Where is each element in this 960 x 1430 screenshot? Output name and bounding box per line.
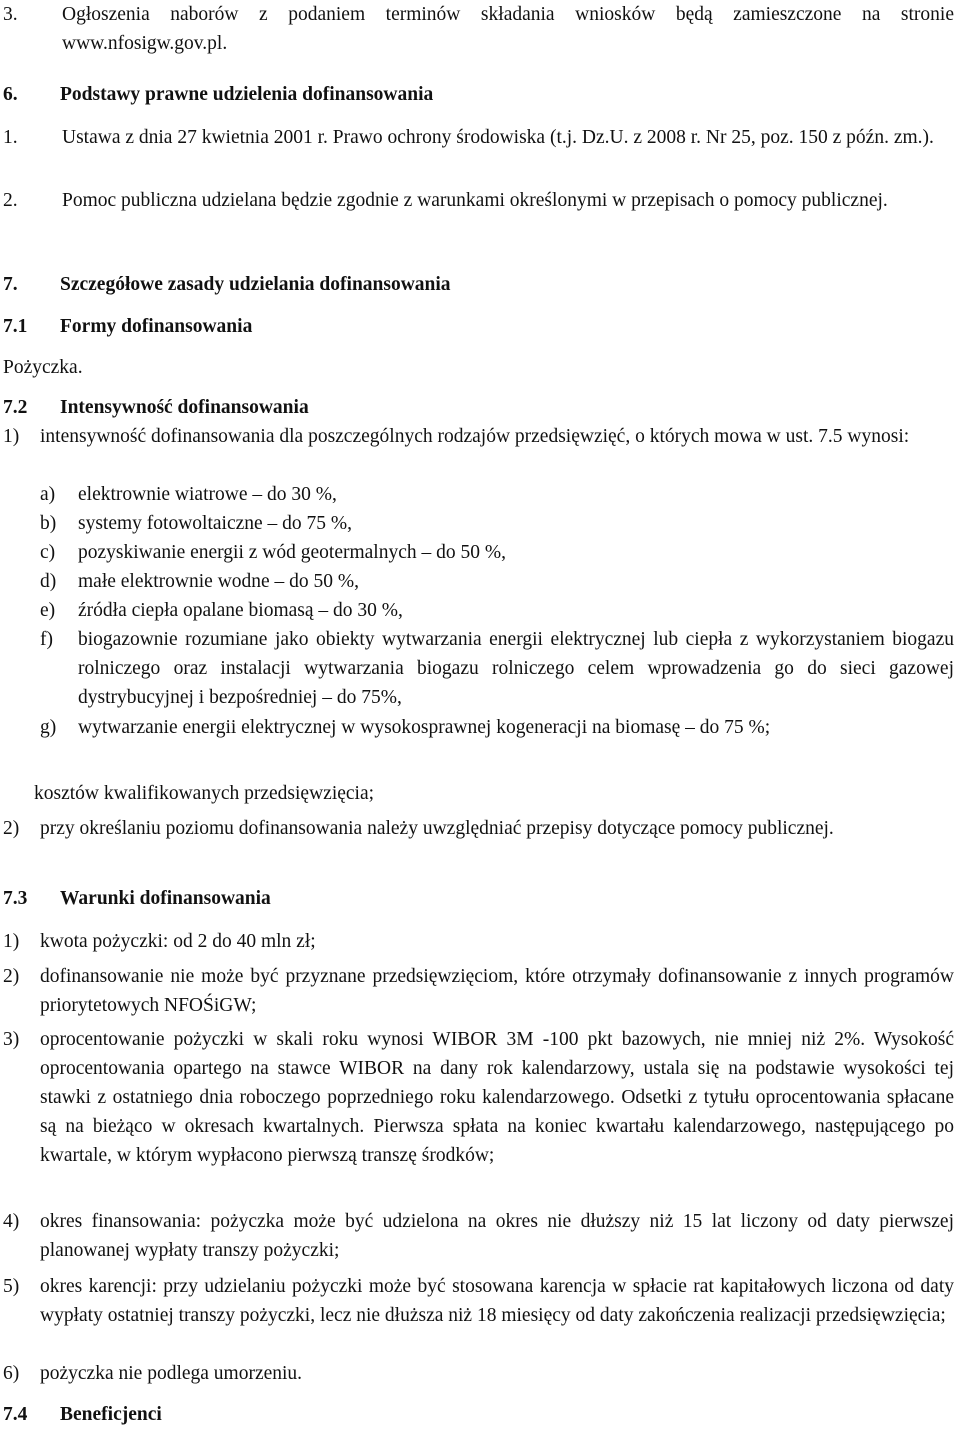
sub-item-text: wytwarzanie energii elektrycznej w wysokosprawnej kogeneracji na biomasę – do 75 %; [78,717,771,738]
sub-item-text: systemy fotowoltaiczne – do 75 %, [78,513,353,534]
list-item-2 [0,186,960,216]
sub-item-text: pozyskiwanie energii z wód geotermalnych – do 50 %, [78,542,506,563]
item-text: oprocentowanie pożyczki w skali roku wynosi WIBOR 3M -100 pkt bazowych, nie mniej niż 2%. Wysokość oprocentowania opartego na stawce WIBOR na dany rok kalendarzowy, ustala się na podstawie wysokości tej stawki z ostatniego dnia roboczego poprzedniego roku kalendarzowego. Odsetki z tytułu oprocentowania spłacane są na bieżąco w okresach kwartalnych. Pierwsza spłata na koniec kwartału kalendarzowego, następującego po kwartale, w którym wypłacono pierwszą transzę środków; [40,1029,954,1166]
item-number: 2) [3,966,20,987]
intensity-item-1 [0,422,960,452]
item-text: pożyczka nie podlega umorzeniu. [40,1363,303,1384]
item-text: dofinansowanie nie może być przyznane przedsięwzięciom, które otrzymały dofinansowanie z innych programów priorytetowych NFOŚiGW; [40,966,954,1016]
section-heading-7-2 [0,393,960,423]
section-title: Szczegółowe zasady udzielania dofinansowania [60,274,451,295]
condition-item-4 [0,1207,960,1261]
item-text: kwota pożyczki: od 2 do 40 mln zł; [40,931,316,952]
item-number: 1) [3,931,20,952]
item-number: 2. [3,190,18,211]
item-text: Ustawa z dnia 27 kwietnia 2001 r. Prawo ochrony środowiska (t.j. Dz.U. z 2008 r. Nr 25, poz. 150 z późn. zm.). [62,127,934,148]
sub-item-c [0,538,960,568]
sub-item-letter: b) [40,513,57,534]
sub-item-letter: d) [40,571,57,592]
list-item-1 [0,123,960,153]
section-heading-7-1 [0,312,960,342]
section-title: Podstawy prawne udzielenia dofinansowania [60,84,434,105]
item-number: 1. [3,127,18,148]
condition-item-1 [0,927,960,957]
section-number: 6. [3,84,18,105]
sub-item-b [0,509,960,539]
sub-item-letter: a) [40,484,56,505]
item-number: 3) [3,1029,20,1050]
sub-item-g [0,713,960,743]
section-title: Intensywność dofinansowania [60,397,309,418]
section-title: Formy dofinansowania [60,316,253,337]
section-heading-7-4 [0,1400,960,1430]
sub-item-letter: g) [40,717,57,738]
item-number: 6) [3,1363,20,1384]
sub-item-text: biogazownie rozumiane jako obiekty wytwarzania energii elektrycznej lub ciepła z wykorzystaniem biogazu rolniczego oraz instalacji wytwarzania biogazu rolniczego celem wprowadzenia go do sieci gazowej dystrybucyjnej i bezpośredniej – do 75%, [78,629,954,708]
section-heading-6 [0,80,960,110]
loan-form-text: Pożyczka. [3,357,83,378]
sub-item-text: elektrownie wiatrowe – do 30 %, [78,484,337,505]
section-heading-7 [0,270,960,300]
sub-item-text: źródła ciepła opalane biomasą – do 30 %, [78,600,403,621]
item-number: 5) [3,1276,20,1297]
sub-item-d [0,567,960,597]
item-text: Ogłoszenia naborów z podaniem terminów składania wniosków będą zamieszczone na stronie www.nfosigw.gov.pl. [62,4,954,54]
item-number: 1) [3,426,20,447]
section-number: 7.1 [3,316,28,337]
sub-item-e [0,596,960,626]
sub-item-letter: e) [40,600,56,621]
section-number: 7.4 [3,1404,28,1425]
eligible-costs-text: kosztów kwalifikowanych przedsięwzięcia; [34,783,375,804]
item-text: przy określaniu poziomu dofinansowania należy uwzględniać przepisy dotyczące pomocy publicznej. [40,818,834,839]
intensity-item-2 [0,814,960,844]
list-item-3 [0,0,960,54]
sub-item-letter: c) [40,542,56,563]
section-heading-7-3 [0,884,960,914]
condition-item-6 [0,1359,960,1389]
item-number: 3. [3,4,18,25]
section-title: Warunki dofinansowania [60,888,271,909]
item-text: okres karencji: przy udzielaniu pożyczki może być stosowana karencja w spłacie rat kapitałowych liczona od daty wypłaty ostatniej transzy pożyczki, lecz nie dłuższa niż 18 miesięcy od daty zakończenia realizacji przedsięwzięcia; [40,1276,954,1326]
item-text: okres finansowania: pożyczka może być udzielona na okres nie dłuższy niż 15 lat liczony od daty pierwszej planowanej wypłaty transzy pożyczki; [40,1211,954,1261]
section-number: 7. [3,274,18,295]
sub-item-a [0,480,960,510]
sub-item-f [0,625,960,708]
section-number: 7.3 [3,888,28,909]
item-number: 4) [3,1211,20,1232]
item-text: intensywność dofinansowania dla poszczególnych rodzajów przedsięwzięć, o których mowa w ust. 7.5 wynosi: [40,426,910,447]
condition-item-3 [0,1025,960,1166]
condition-item-2 [0,962,960,1016]
sub-item-text: małe elektrownie wodne – do 50 %, [78,571,360,592]
sub-item-letter: f) [40,629,53,650]
item-text: Pomoc publiczna udzielana będzie zgodnie z warunkami określonymi w przepisach o pomocy publicznej. [62,190,888,211]
item-number: 2) [3,818,20,839]
section-title: Beneficjenci [60,1404,162,1425]
condition-item-5 [0,1272,960,1326]
section-number: 7.2 [3,397,28,418]
